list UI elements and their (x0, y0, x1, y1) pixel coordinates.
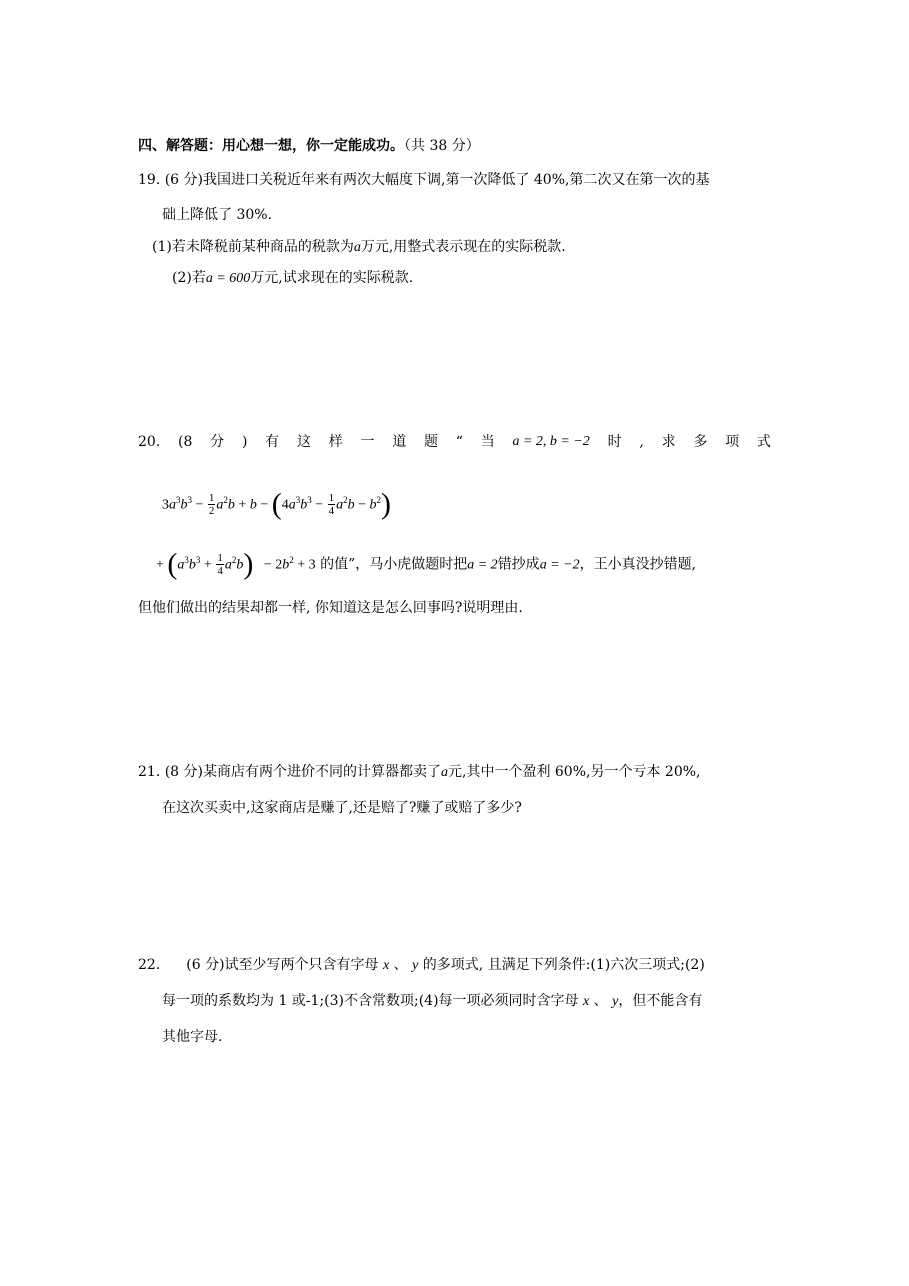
q20-token: 分 (210, 434, 225, 450)
q20-token: (8 (178, 434, 193, 450)
var-x: x (583, 994, 590, 1009)
q20-line-1 (138, 432, 771, 452)
var-x: x (383, 958, 390, 973)
q20-token: 一 (360, 434, 375, 450)
q20-token: 当 (480, 434, 495, 450)
var-y: y (612, 994, 619, 1009)
q19-part-2-pre: (2)若 (172, 270, 206, 286)
q20-line-4: 但他们做出的结果却都一样, 你知道这是怎么回事吗?说明理由. (138, 600, 523, 616)
q20-token: 多 (693, 434, 708, 450)
q22-line-1-b: 的多项式, 且满足下列条件:(1)六次三项式;(2) (422, 957, 705, 973)
q22-number: 22. (138, 957, 161, 973)
q22-line-3: 其他字母. (162, 1029, 223, 1045)
fraction-one-quarter: $\frac{1}{4}$ (328, 492, 335, 518)
q22-line-1-a: (6 分)试至少写两个只含有字母 (186, 957, 379, 973)
q20-token: 式 (756, 434, 771, 450)
q21-line-1 (138, 762, 701, 783)
q20-polynomial-1: $3a^3b^3$ − $\frac{1}{2}$ $a^2b + b - (4a^3b^3$ − $\frac{1}{4}$ $a^2b - b^2$) (162, 487, 392, 521)
fraction-one-quarter: $\frac{1}{4}$ (217, 552, 223, 578)
var-a: a (441, 765, 448, 780)
q22-line-2 (162, 991, 702, 1012)
q20-token: 20. (138, 434, 161, 450)
q19-part-1-post: 万元,用整式表示现在的实际税款. (360, 239, 566, 255)
q19-part-2 (172, 268, 413, 289)
q19-line-1: 19. (6 分)我国进口关税近年来有两次大幅度下调,第一次降低了 40%,第二次又在第一次的基 (138, 172, 710, 188)
var-a: a (353, 240, 361, 255)
q20-sentence-part: 的值”，马小虎做题时把 (315, 556, 468, 573)
q20-token: 题 (424, 434, 438, 450)
section-score: （共 38 分） (404, 138, 480, 154)
q22-line-1 (138, 955, 705, 976)
q20-token: ) (241, 434, 248, 450)
q20-eq-wrong: a = −2 (539, 557, 580, 573)
q20-token: , (639, 434, 644, 450)
separator: 、 (393, 957, 408, 973)
q19-part-2-eq: a = 600 (205, 271, 251, 286)
q20-token: “ (455, 434, 463, 450)
q21-line-1-post: 元,其中一个盈利 60%,另一个亏本 20%, (448, 764, 701, 780)
q20-token: 样 (328, 434, 343, 450)
q20-token: 这 (296, 434, 311, 450)
var-y: y (412, 958, 419, 973)
q21-line-1-pre: 21. (8 分)某商店有两个进价不同的计算器都卖了 (138, 764, 441, 780)
q19-part-2-post: 万元,试求现在的实际税款. (250, 270, 414, 286)
q20-token: 有 (265, 434, 280, 450)
q20-eq-correct: a = 2 (467, 557, 498, 573)
q22-line-2-b: ，但不能含有 (618, 993, 703, 1009)
separator: 、 (593, 993, 608, 1009)
q20-sentence-mid: 错抄成 (497, 556, 540, 573)
q19-part-1 (152, 237, 566, 258)
q20-token: 项 (725, 434, 740, 450)
q19-part-1-pre: (1)若未降税前某种商品的税款为 (152, 239, 354, 255)
section-title: 四、解答题：用心想一想，你一定能成功。 (138, 138, 404, 154)
q20-token: 道 (392, 434, 407, 450)
fraction-one-half: $\frac{1}{2}$ (208, 492, 215, 518)
q20-condition-eq: a = 2, b = −2 (512, 434, 590, 449)
q19-line-2: 础上降低了 30%. (162, 207, 273, 223)
q21-line-2: 在这次买卖中,这家商店是赚了,还是赔了?赚了或赔了多少? (162, 800, 522, 816)
q20-token: 求 (661, 434, 676, 450)
q20-polynomial-2: + ($a^3b^3$ + $\frac{1}{4}$ $a^2b) - 2b^2 + 3$ 的值”，马小虎做题时把a = 2错抄成a = −2，王小真没抄错题, (156, 547, 697, 581)
q20-sentence-end: ，王小真没抄错题, (579, 556, 697, 573)
q22-line-2-a: 每一项的系数均为 1 或-1;(3)不含常数项;(4)每一项必须同时含字母 (162, 993, 579, 1009)
q20-token: 时 (607, 434, 622, 450)
section-heading (138, 136, 480, 156)
